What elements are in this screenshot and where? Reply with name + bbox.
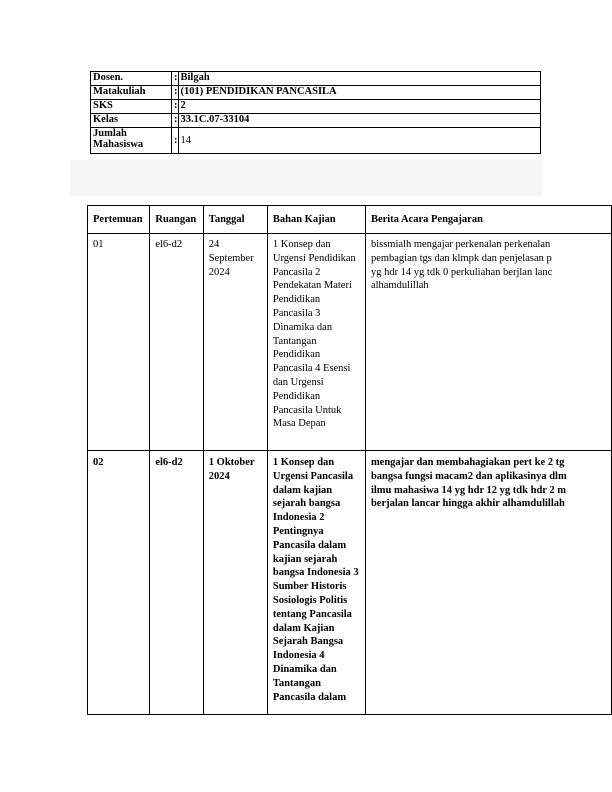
berita-line: yg hdr 14 yg tdk 0 perkuliahan berjlan lanc xyxy=(370,266,553,278)
berita-line: alhamdulillah xyxy=(370,280,429,292)
sks-label: SKS xyxy=(91,100,172,114)
dosen-value: Bilgah xyxy=(178,72,541,86)
berita-line: berjalan lancar hingga akhir alhamdulillah xyxy=(370,498,565,510)
header-berita-acara: Berita Acara Pengajaran xyxy=(365,206,611,234)
colon: : xyxy=(172,114,179,128)
colon: : xyxy=(172,128,179,154)
info-row-dosen xyxy=(91,72,541,86)
kelas-label: Kelas xyxy=(91,114,172,128)
ruangan-cell: el6-d2 xyxy=(150,234,203,451)
pertemuan-cell: 01 xyxy=(88,234,150,451)
course-info-table xyxy=(90,71,541,154)
tanggal-cell: 24 September 2024 xyxy=(203,234,267,451)
sks-value: 2 xyxy=(178,100,541,114)
matakuliah-label: Matakuliah xyxy=(91,86,172,100)
info-row-kelas xyxy=(91,114,541,128)
info-row-sks xyxy=(91,100,541,114)
berita-line: bangsa fungsi macam2 dan aplikasinya dlm xyxy=(370,470,567,482)
teaching-log-table xyxy=(87,205,612,715)
matakuliah-value: (101) PENDIDIKAN PANCASILA xyxy=(178,86,541,100)
berita-line: mengajar dan membahagiakan pert ke 2 tg xyxy=(370,457,565,468)
table-row xyxy=(88,451,612,715)
berita-line: ilmu mahasiwa 14 yg hdr 12 yg tdk hdr 2 m xyxy=(370,484,567,496)
header-bahan-kajian: Bahan Kajian xyxy=(267,206,365,234)
kelas-value: 33.1C.07-33104 xyxy=(178,114,541,128)
jumlah-value: 14 xyxy=(178,128,541,154)
shaded-band xyxy=(70,160,542,196)
jumlah-label xyxy=(91,128,172,154)
info-row-matakuliah xyxy=(91,86,541,100)
table-row xyxy=(88,234,612,451)
berita-line: pembagian tgs dan klmpk dan penjelasan p xyxy=(370,252,552,264)
bahan-kajian-cell: 1 Konsep dan Urgensi Pancasila dalam kajian sejarah bangsa Indonesia 2 Pentingnya Pancasila dalam kajian sejarah bangsa Indonesia 3 Sumber Historis Sosiologis Politis tentang Pancasila dalam Kajian Sejarah Bangsa Indonesia 4 Dinamika dan Tantangan Pancasila dalam xyxy=(267,451,365,715)
colon: : xyxy=(172,100,179,114)
dosen-label: Dosen. xyxy=(91,72,172,86)
tanggal-cell: 1 Oktober 2024 xyxy=(203,451,267,715)
header-tanggal: Tanggal xyxy=(203,206,267,234)
pertemuan-cell: 02 xyxy=(88,451,150,715)
colon: : xyxy=(172,72,179,86)
table-header-row xyxy=(88,206,612,234)
header-ruangan: Ruangan xyxy=(150,206,203,234)
jumlah-label-line1: Jumlah xyxy=(93,128,127,139)
berita-acara-cell xyxy=(365,234,611,451)
ruangan-cell: el6-d2 xyxy=(150,451,203,715)
header-pertemuan: Pertemuan xyxy=(88,206,150,234)
jumlah-label-line2: Mahasiswa xyxy=(93,139,144,150)
bahan-kajian-cell: 1 Konsep dan Urgensi Pendidikan Pancasila 2 Pendekatan Materi Pendidikan Pancasila 3 Dinamika dan Tantangan Pendidikan Pancasila 4 Esensi dan Urgensi Pendidikan Pancasila Untuk Masa Depan xyxy=(267,234,365,451)
colon: : xyxy=(172,86,179,100)
berita-acara-cell xyxy=(365,451,611,715)
berita-line: bissmialh mengajar perkenalan perkenalan xyxy=(370,239,551,250)
info-row-jumlah xyxy=(91,128,541,154)
